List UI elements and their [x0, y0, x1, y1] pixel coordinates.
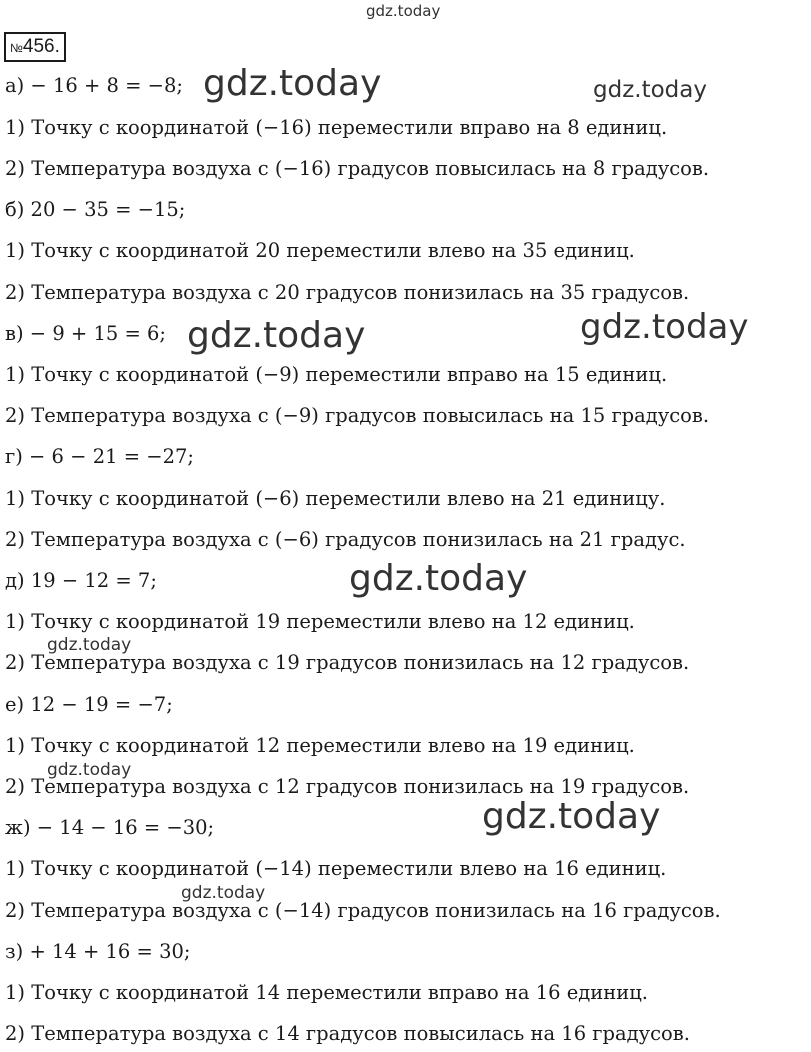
watermark: gdz.today	[47, 760, 132, 780]
equation-a: а) − 16 + 8 = −8;	[5, 74, 183, 97]
equation-d: д) 19 − 12 = 7;	[5, 569, 157, 592]
statement-a-2: 2) Температура воздуха с (−16) градусов повысилась на 8 градусов.	[5, 157, 710, 180]
statement-v-2: 2) Температура воздуха с (−9) градусов повысилась на 15 градусов.	[5, 404, 710, 427]
watermark: gdz.today	[203, 63, 382, 104]
statement-zh-2: 2) Температура воздуха с (−14) градусов понизилась на 16 градусов.	[5, 899, 721, 922]
watermark: gdz.today	[482, 796, 661, 837]
watermark: gdz.today	[187, 315, 366, 356]
problem-number-value: 456.	[22, 36, 60, 57]
equation-e: е) 12 − 19 = −7;	[5, 693, 173, 716]
watermark: gdz.today	[366, 2, 441, 20]
statement-a-1: 1) Точку с координатой (−16) переместили вправо на 8 единиц.	[5, 116, 668, 139]
statement-d-1: 1) Точку с координатой 19 переместили влево на 12 единиц.	[5, 610, 635, 633]
statement-z-1: 1) Точку с координатой 14 переместили вправо на 16 единиц.	[5, 981, 649, 1004]
statement-g-2: 2) Температура воздуха с (−6) градусов понизилась на 21 градус.	[5, 528, 686, 551]
watermark: gdz.today	[181, 883, 266, 903]
statement-g-1: 1) Точку с координатой (−6) переместили влево на 21 единицу.	[5, 487, 666, 510]
equation-b: б) 20 − 35 = −15;	[5, 198, 186, 221]
equation-g: г) − 6 − 21 = −27;	[5, 445, 194, 468]
watermark: gdz.today	[47, 635, 132, 655]
equation-z: з) + 14 + 16 = 30;	[5, 940, 191, 963]
statement-b-1: 1) Точку с координатой 20 переместили влево на 35 единиц.	[5, 239, 635, 262]
equation-zh: ж) − 14 − 16 = −30;	[5, 816, 215, 839]
statement-v-1: 1) Точку с координатой (−9) переместили вправо на 15 единиц.	[5, 363, 668, 386]
problem-number	[4, 32, 66, 62]
watermark: gdz.today	[580, 307, 749, 347]
statement-zh-1: 1) Точку с координатой (−14) переместили влево на 16 единиц.	[5, 857, 667, 880]
watermark: gdz.today	[593, 77, 707, 103]
watermark: gdz.today	[349, 558, 528, 599]
statement-z-2: 2) Температура воздуха с 14 градусов повысилась на 16 градусов.	[5, 1022, 690, 1045]
statement-e-1: 1) Точку с координатой 12 переместили влево на 19 единиц.	[5, 734, 635, 757]
number-sign: №	[10, 41, 23, 55]
equation-v: в) − 9 + 15 = 6;	[5, 322, 166, 345]
statement-b-2: 2) Температура воздуха с 20 градусов понизилась на 35 градусов.	[5, 281, 690, 304]
statement-e-2: 2) Температура воздуха с 12 градусов понизилась на 19 градусов.	[5, 775, 690, 798]
statement-d-2: 2) Температура воздуха с 19 градусов понизилась на 12 градусов.	[5, 651, 690, 674]
